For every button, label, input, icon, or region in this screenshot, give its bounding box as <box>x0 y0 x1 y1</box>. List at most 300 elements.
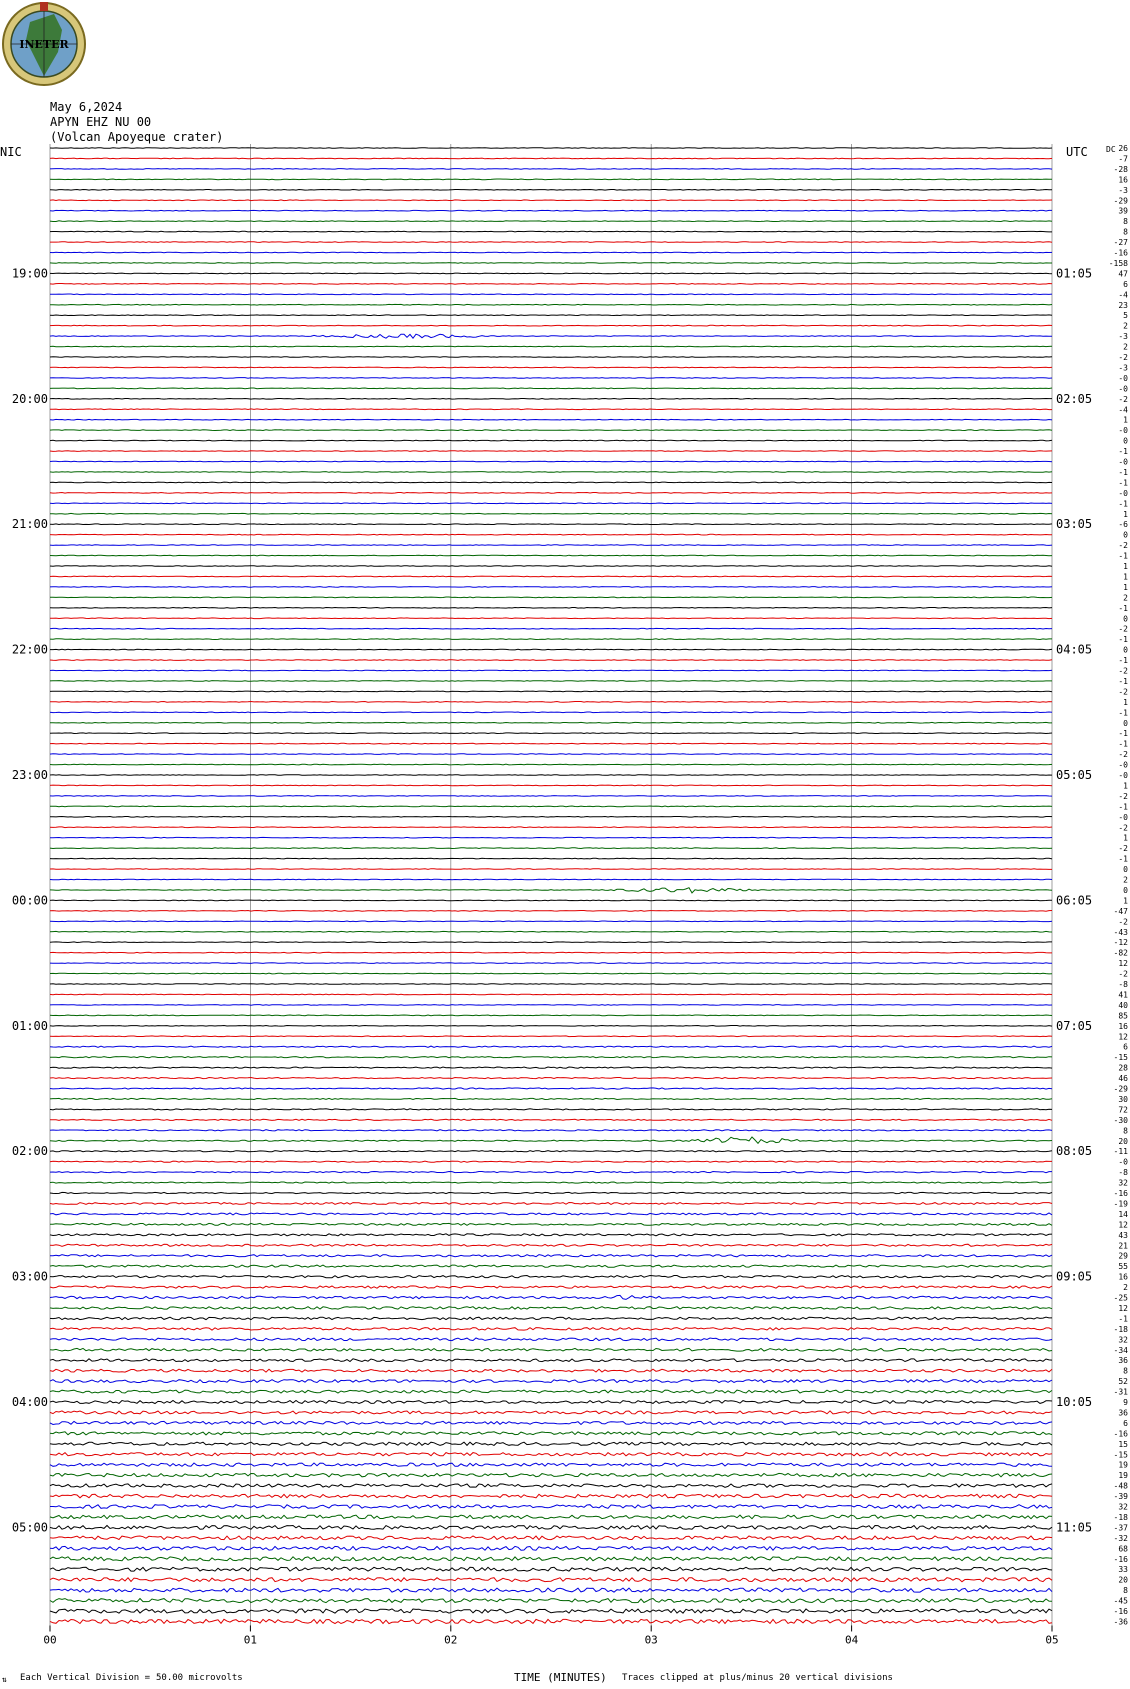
seismic-trace <box>50 1046 1052 1047</box>
seismic-trace <box>50 660 1052 661</box>
left-time-label: 05:00 <box>11 1520 48 1535</box>
seismic-trace <box>50 566 1052 567</box>
dc-offset-label: -34 <box>1113 1345 1128 1355</box>
seismic-trace <box>50 231 1052 232</box>
right-time-label: 04:05 <box>1056 642 1093 657</box>
dc-offset-label: -2 <box>1118 687 1128 697</box>
dc-offset-label: 39 <box>1118 206 1128 216</box>
right-time-label: 08:05 <box>1056 1144 1093 1159</box>
dc-offset-label: -0 <box>1118 760 1128 770</box>
left-time-label: 21:00 <box>11 517 48 532</box>
seismic-trace <box>50 796 1052 797</box>
dc-offset-label: 0 <box>1123 645 1128 655</box>
seismic-trace <box>50 1567 1052 1571</box>
x-tick-label: 02 <box>444 1633 458 1647</box>
dc-offset-label: -2 <box>1118 666 1128 676</box>
dc-offset-label: 1 <box>1123 415 1128 425</box>
dc-offset-label: -3 <box>1118 185 1128 195</box>
seismic-trace <box>50 1411 1052 1414</box>
seismic-trace <box>50 1380 1052 1383</box>
dc-offset-label: -1 <box>1118 635 1128 645</box>
seismic-trace <box>50 879 1052 880</box>
seismic-trace <box>50 712 1052 713</box>
dc-offset-label: 0 <box>1123 885 1128 895</box>
dc-offset-label: -2 <box>1118 750 1128 760</box>
dc-offset-label: 0 <box>1123 436 1128 446</box>
seismic-trace <box>50 315 1052 316</box>
dc-offset-label: -36 <box>1113 1617 1128 1627</box>
seismic-trace <box>50 639 1052 640</box>
dc-offset-label: 55 <box>1118 1262 1128 1272</box>
dc-offset-label: 47 <box>1118 269 1128 279</box>
seismic-trace <box>50 367 1052 368</box>
dc-offset-label: -48 <box>1113 1481 1128 1491</box>
dc-offset-label: -0 <box>1118 373 1128 383</box>
left-time-label: 23:00 <box>11 768 48 782</box>
seismic-trace <box>50 482 1052 483</box>
dc-offset-label: -0 <box>1118 1157 1128 1167</box>
dc-offset-label: 2 <box>1123 1283 1128 1293</box>
seismic-trace <box>50 931 1052 932</box>
seismic-trace <box>50 493 1052 494</box>
seismic-trace <box>50 1255 1052 1257</box>
dc-offset-label: 1 <box>1123 562 1128 571</box>
dc-offset-label: -16 <box>1113 1554 1128 1564</box>
dc-offset-label: 6 <box>1123 1042 1128 1052</box>
dc-offset-label: 19 <box>1118 1471 1128 1481</box>
dc-offset-label: -16 <box>1113 1429 1128 1439</box>
dc-offset-label: 12 <box>1118 1220 1128 1230</box>
dc-offset-label: -0 <box>1118 384 1128 394</box>
dc-offset-label: -2 <box>1118 353 1128 362</box>
dc-offset-label: -1 <box>1118 447 1128 457</box>
seismic-trace <box>50 158 1052 159</box>
seismic-trace <box>50 1223 1052 1225</box>
seismic-trace <box>50 888 1052 893</box>
dc-offset-label: -1 <box>1118 802 1128 812</box>
dc-offset-label: 8 <box>1123 1126 1128 1136</box>
dc-offset-label: -8 <box>1118 980 1128 989</box>
seismic-trace <box>50 148 1052 149</box>
dc-offset-label: 33 <box>1118 1565 1128 1575</box>
seismic-trace <box>50 837 1052 838</box>
scale-arrow-icon: ⇅ <box>2 1675 7 1684</box>
seismic-trace <box>50 1609 1052 1613</box>
dc-offset-label: -47 <box>1113 906 1128 916</box>
seismic-trace <box>50 284 1052 285</box>
seismic-trace <box>50 334 1052 338</box>
seismic-trace <box>50 1526 1052 1530</box>
seismic-trace <box>50 1369 1052 1372</box>
left-time-label: 04:00 <box>11 1395 48 1409</box>
dc-offset-label: -45 <box>1113 1596 1128 1606</box>
left-axis-title: NIC <box>0 145 22 159</box>
seismic-trace <box>50 242 1052 243</box>
dc-offset-label: 0 <box>1123 530 1128 540</box>
seismic-trace <box>50 1067 1052 1068</box>
microvolts-label: 50.00 microvolts <box>156 1673 243 1683</box>
dc-offset-label: 14 <box>1118 1209 1128 1219</box>
dc-offset-label: -0 <box>1118 426 1128 436</box>
seismic-trace <box>50 1348 1052 1351</box>
dc-offset-label: -2 <box>1118 969 1128 979</box>
dc-offset-label: 15 <box>1118 1439 1128 1449</box>
seismic-trace <box>50 221 1052 222</box>
dc-offset-label: 8 <box>1123 1586 1128 1596</box>
dc-offset-label: -25 <box>1113 1293 1128 1303</box>
dc-offset-label: 2 <box>1123 593 1128 603</box>
dc-offset-label: 36 <box>1118 1408 1128 1418</box>
seismic-trace <box>50 513 1052 514</box>
seismic-trace <box>50 911 1052 912</box>
dc-offset-label: -15 <box>1113 1053 1128 1063</box>
seismic-trace <box>50 1057 1052 1058</box>
dc-offset-label: -27 <box>1113 238 1128 248</box>
seismic-trace <box>50 973 1052 974</box>
dc-offset-label: 1 <box>1123 582 1128 592</box>
seismic-trace <box>50 775 1052 776</box>
seismic-trace <box>50 524 1052 525</box>
x-tick-label: 00 <box>43 1633 57 1647</box>
seismic-trace <box>50 649 1052 650</box>
seismic-trace <box>50 1078 1052 1079</box>
seismic-trace <box>50 1182 1052 1183</box>
left-time-label: 03:00 <box>11 1269 48 1284</box>
dc-offset-label: -39 <box>1113 1492 1128 1502</box>
dc-offset-label: 68 <box>1118 1544 1128 1554</box>
dc-offset-label: 0 <box>1123 718 1128 728</box>
seismic-trace <box>50 346 1052 347</box>
left-time-label: 19:00 <box>11 266 48 281</box>
seismic-trace <box>50 1432 1052 1435</box>
seismic-trace <box>50 942 1052 943</box>
seismic-trace <box>50 754 1052 755</box>
seismic-trace <box>50 1442 1052 1445</box>
seismic-trace <box>50 200 1052 201</box>
dc-offset-label: 32 <box>1118 1335 1128 1345</box>
dc-offset-label: -6 <box>1118 520 1128 530</box>
dc-offset-label: 21 <box>1118 1241 1128 1251</box>
seismic-trace <box>50 1026 1052 1027</box>
seismic-trace <box>50 1338 1052 1341</box>
seismic-trace <box>50 357 1052 358</box>
seismic-trace <box>50 1588 1052 1592</box>
header-site: (Volcan Apoyeque crater) <box>50 130 224 144</box>
dc-offset-label: -1 <box>1118 729 1128 739</box>
dc-offset-label: -2 <box>1118 823 1128 833</box>
seismic-trace <box>50 1172 1052 1173</box>
dc-offset-label: -1 <box>1118 739 1128 749</box>
dc-offset-label: 0 <box>1123 865 1128 875</box>
seismic-trace <box>50 304 1052 305</box>
dc-offset-label: -2 <box>1118 844 1128 854</box>
seismic-trace <box>50 733 1052 734</box>
right-time-label: 01:05 <box>1056 266 1093 281</box>
seismic-trace <box>50 618 1052 619</box>
dc-offset-label: 30 <box>1118 1094 1128 1104</box>
dc-offset-label: -31 <box>1113 1387 1128 1397</box>
dc-offset-label: 1 <box>1123 697 1128 707</box>
dc-offset-label: -18 <box>1113 1512 1128 1522</box>
x-axis-label: TIME (MINUTES) <box>514 1671 607 1684</box>
right-time-label: 03:05 <box>1056 517 1093 532</box>
seismic-trace <box>50 378 1052 379</box>
dc-offset-label: 43 <box>1118 1230 1128 1240</box>
seismic-trace <box>50 1015 1052 1016</box>
seismic-trace <box>50 169 1052 170</box>
dc-offset-label: 2 <box>1123 342 1128 352</box>
seismic-trace <box>50 858 1052 859</box>
seismic-trace <box>50 419 1052 420</box>
seismic-trace <box>50 1244 1052 1246</box>
dc-offset-label: 1 <box>1123 572 1128 582</box>
dc-offset-label: -2 <box>1118 394 1128 404</box>
x-tick-label: 04 <box>844 1633 859 1647</box>
seismic-trace <box>50 1295 1052 1299</box>
seismic-trace <box>50 252 1052 253</box>
seismic-trace <box>50 263 1052 264</box>
dc-offset-label: -43 <box>1113 927 1128 937</box>
dc-offset-label: -1 <box>1118 499 1128 509</box>
dc-offset-label: 12 <box>1118 959 1128 969</box>
right-time-label: 05:05 <box>1056 768 1093 782</box>
dc-offset-label: -19 <box>1113 1199 1128 1209</box>
seismic-trace <box>50 722 1052 723</box>
dc-offset-label: 1 <box>1123 833 1128 843</box>
seismic-trace <box>50 1484 1052 1487</box>
dc-offset-label: 29 <box>1118 1251 1128 1261</box>
seismic-trace <box>50 472 1052 473</box>
dc-offset-label: 0 <box>1123 614 1128 624</box>
seismic-trace <box>50 294 1052 295</box>
dc-offset-label: -30 <box>1113 1115 1128 1125</box>
dc-offset-label: -16 <box>1113 1607 1128 1616</box>
seismic-trace <box>50 1578 1052 1582</box>
clip-note: Traces clipped at plus/minus 20 vertical divisions <box>622 1673 893 1683</box>
seismic-trace <box>50 1390 1052 1393</box>
dc-offset-label: -158 <box>1108 258 1128 268</box>
dc-offset-label: 36 <box>1118 1356 1128 1366</box>
dc-offset-label: -16 <box>1113 1189 1128 1198</box>
seismic-trace <box>50 597 1052 598</box>
dc-offset-label: -0 <box>1118 488 1128 498</box>
seismic-trace <box>50 608 1052 609</box>
left-time-label: 02:00 <box>11 1144 48 1159</box>
seismic-trace <box>50 1401 1052 1404</box>
right-time-label: 06:05 <box>1056 893 1093 908</box>
seismic-trace <box>50 921 1052 922</box>
dc-offset-label: 2 <box>1123 875 1128 885</box>
seismic-trace <box>50 952 1052 953</box>
seismic-trace <box>50 691 1052 692</box>
division-label: Each Vertical Division = <box>20 1673 151 1683</box>
dc-offset-label: -0 <box>1118 457 1128 467</box>
seismic-trace <box>50 1137 1052 1143</box>
seismic-trace <box>50 900 1052 901</box>
seismic-trace <box>50 430 1052 431</box>
seismic-trace <box>50 388 1052 389</box>
seismic-trace <box>50 325 1052 326</box>
seismic-trace <box>50 764 1052 765</box>
seismic-trace <box>50 1328 1052 1331</box>
seismic-trace <box>50 1536 1052 1540</box>
dc-offset-label: -1 <box>1118 467 1128 477</box>
seismic-trace <box>50 1317 1052 1319</box>
dc-offset-label: 6 <box>1123 279 1128 289</box>
seismic-trace <box>50 743 1052 744</box>
dc-offset-label: -4 <box>1118 290 1128 300</box>
seismic-trace <box>50 806 1052 807</box>
seismic-trace <box>50 1557 1052 1561</box>
x-tick-label: 05 <box>1045 1633 1059 1647</box>
seismic-trace <box>50 1619 1052 1623</box>
dc-offset-label: 40 <box>1118 1000 1128 1010</box>
dc-offset-label: -16 <box>1113 248 1128 258</box>
dc-offset-label: 41 <box>1118 990 1128 1000</box>
seismic-trace <box>50 1473 1052 1476</box>
dc-offset-label: -4 <box>1118 405 1128 415</box>
seismic-trace <box>50 440 1052 441</box>
seismic-trace <box>50 994 1052 995</box>
seismic-trace <box>50 1098 1052 1099</box>
dc-offset-label: -8 <box>1118 1168 1128 1178</box>
dc-offset-label: 19 <box>1118 1460 1128 1470</box>
seismic-trace <box>50 545 1052 546</box>
dc-offset-label: -1 <box>1118 478 1128 488</box>
x-tick-label: 01 <box>243 1633 258 1647</box>
seismic-trace <box>50 1505 1052 1509</box>
seismic-trace <box>50 1359 1052 1362</box>
seismic-trace <box>50 1109 1052 1110</box>
dc-offset-label: -1 <box>1118 854 1128 864</box>
dc-offset-label: 8 <box>1123 227 1128 237</box>
seismic-trace <box>50 628 1052 629</box>
seismic-trace <box>50 1421 1052 1424</box>
dc-offset-label: 6 <box>1123 1418 1128 1428</box>
dc-offset-label: 8 <box>1123 1366 1128 1376</box>
seismic-trace <box>50 817 1052 818</box>
dc-offset-label: -1 <box>1118 708 1128 718</box>
seismic-trace <box>50 534 1052 535</box>
right-time-label: 11:05 <box>1056 1520 1093 1535</box>
seismic-trace <box>50 1599 1052 1603</box>
dc-offset-label: -1 <box>1118 656 1128 666</box>
logo-text: INETER <box>19 38 69 51</box>
dc-offset-label: -1 <box>1118 551 1128 561</box>
dc-offset-label: -2 <box>1118 541 1128 551</box>
dc-offset-label: 72 <box>1118 1105 1128 1115</box>
seismic-trace <box>50 670 1052 671</box>
dc-offset-label: -3 <box>1118 363 1128 373</box>
dc-offset-label: 46 <box>1118 1074 1128 1084</box>
right-time-label: 07:05 <box>1056 1018 1093 1033</box>
seismic-trace <box>50 963 1052 964</box>
dc-offset-label: 26 <box>1118 144 1128 153</box>
seismic-trace <box>50 984 1052 985</box>
seismic-trace <box>50 827 1052 828</box>
dc-offset-label: -32 <box>1113 1533 1128 1543</box>
header-station: APYN EHZ NU 00 <box>50 115 152 129</box>
seismic-trace <box>50 1463 1052 1466</box>
seismic-trace <box>50 785 1052 786</box>
dc-offset-label: -29 <box>1113 1084 1128 1094</box>
dc-offset-label: 16 <box>1118 175 1128 185</box>
left-time-label: 22:00 <box>11 642 48 657</box>
dc-offset-label: 16 <box>1118 1272 1128 1282</box>
dc-offset-label: 85 <box>1118 1011 1128 1021</box>
seismic-trace <box>50 210 1052 211</box>
dc-offset-label: 20 <box>1118 1575 1128 1585</box>
seismic-trace <box>50 1453 1052 1456</box>
dc-offset-label: 32 <box>1118 1178 1128 1188</box>
seismic-trace <box>50 451 1052 452</box>
dc-offset-label: -37 <box>1113 1523 1128 1533</box>
right-axis-title: UTC <box>1066 145 1088 159</box>
seismic-trace <box>50 1265 1052 1267</box>
seismic-trace <box>50 1213 1052 1215</box>
dc-offset-label: 16 <box>1118 1021 1128 1031</box>
dc-header: DC <box>1106 145 1116 154</box>
seismic-trace <box>50 848 1052 849</box>
seismic-trace <box>50 1130 1052 1131</box>
right-time-label: 02:05 <box>1056 391 1093 406</box>
left-time-label: 00:00 <box>11 893 48 908</box>
seismic-trace <box>50 399 1052 400</box>
dc-offset-label: -0 <box>1118 812 1128 822</box>
dc-offset-label: 1 <box>1123 509 1128 519</box>
seismic-trace <box>50 1307 1052 1310</box>
left-time-label: 20:00 <box>11 391 48 406</box>
dc-offset-label: 12 <box>1118 1303 1128 1313</box>
dc-offset-label: -3 <box>1118 332 1128 342</box>
dc-offset-label: -11 <box>1113 1147 1128 1157</box>
dc-offset-label: -82 <box>1113 948 1128 958</box>
seismic-trace <box>50 1192 1052 1193</box>
seismic-trace <box>50 1546 1052 1550</box>
dc-offset-label: -7 <box>1118 154 1128 164</box>
dc-offset-label: -15 <box>1113 1450 1128 1460</box>
right-time-label: 09:05 <box>1056 1269 1093 1284</box>
dc-offset-label: 28 <box>1118 1063 1128 1073</box>
seismic-trace <box>50 1515 1052 1519</box>
seismic-trace <box>50 587 1052 588</box>
x-tick-label: 03 <box>644 1633 658 1647</box>
dc-offset-label: 1 <box>1123 781 1128 791</box>
dc-offset-label: 1 <box>1123 896 1128 906</box>
dc-offset-label: 9 <box>1123 1398 1128 1407</box>
seismic-trace <box>50 869 1052 870</box>
seismic-trace <box>50 190 1052 191</box>
dc-offset-label: -0 <box>1118 771 1128 780</box>
dc-offset-label: 5 <box>1123 311 1128 321</box>
dc-offset-label: 52 <box>1118 1377 1128 1387</box>
dc-offset-label: -2 <box>1118 791 1128 801</box>
seismic-trace <box>50 1494 1052 1498</box>
seismic-trace <box>50 1276 1052 1278</box>
dc-offset-label: 12 <box>1118 1032 1128 1042</box>
dc-offset-label: -12 <box>1113 938 1128 948</box>
seismic-trace <box>50 1005 1052 1006</box>
seismic-trace <box>50 273 1052 274</box>
right-time-label: 10:05 <box>1056 1395 1093 1409</box>
seismic-trace <box>50 1119 1052 1120</box>
dc-offset-label: -1 <box>1118 1314 1128 1324</box>
seismic-trace <box>50 555 1052 556</box>
dc-offset-label: -1 <box>1118 603 1128 613</box>
dc-offset-label: -29 <box>1113 196 1128 206</box>
dc-offset-label: 2 <box>1123 321 1128 331</box>
seismic-trace <box>50 409 1052 410</box>
